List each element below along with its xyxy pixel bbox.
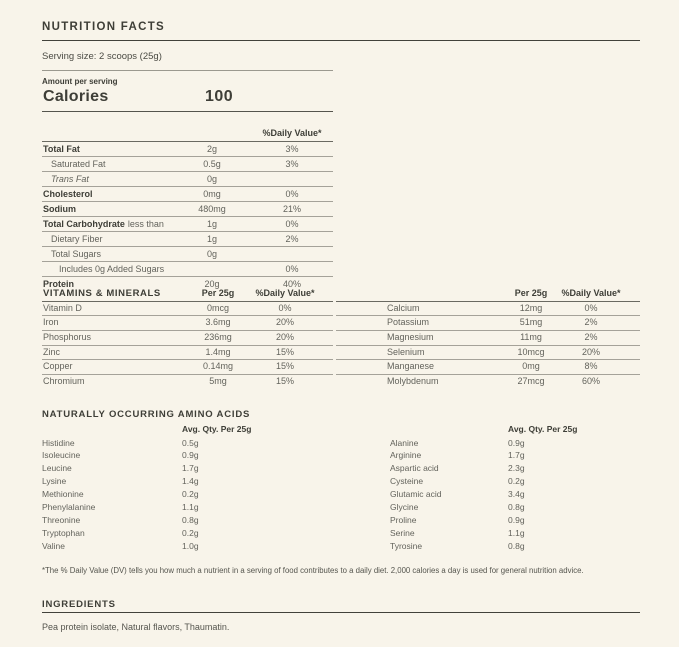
vitamin-row xyxy=(42,375,333,389)
nutrient-table xyxy=(42,126,333,291)
ingredients-text: Pea protein isolate, Natural flavors, Thaumatin. xyxy=(42,622,230,632)
amino-acid-row xyxy=(336,475,640,488)
vitamin-daily-value: 20% xyxy=(275,317,295,328)
amino-acid-value: 0.8g xyxy=(508,501,525,512)
nutrient-amount: 1g xyxy=(206,234,218,244)
amino-acids-left-column xyxy=(42,423,333,553)
amino-acid-row xyxy=(42,514,333,527)
avg-qty-header: Avg. Qty. Per 25g xyxy=(182,424,252,434)
amino-column-header xyxy=(42,423,333,437)
nutrient-amount: 0g xyxy=(206,249,218,259)
nutrient-amount: 2g xyxy=(206,144,218,154)
nutrient-name: Protein xyxy=(43,279,75,289)
calories-divider xyxy=(42,111,333,112)
vitamins-table-left xyxy=(42,287,333,389)
nutrient-row xyxy=(42,172,333,187)
vitamin-row xyxy=(336,316,640,331)
nutrient-daily-value: 0% xyxy=(285,219,299,229)
amino-acids-right-column xyxy=(336,423,640,553)
amino-acid-name: Lysine xyxy=(42,476,67,487)
nutrient-name: Saturated Fat xyxy=(51,159,106,169)
header-divider xyxy=(42,40,640,41)
vitamin-amount: 236mg xyxy=(204,332,232,343)
daily-value-footnote: *The % Daily Value (DV) tells you how much a nutrient in a serving of food contributes to a daily diet. 2,000 calories a day is used for general nutrition advice. xyxy=(42,566,584,575)
vitamin-daily-value: 0% xyxy=(584,302,598,313)
daily-value-header: %Daily Value* xyxy=(262,128,322,138)
vitamin-row xyxy=(42,302,333,317)
daily-value-header: %Daily Value* xyxy=(561,288,621,298)
nutrient-name: Dietary Fiber xyxy=(51,234,103,244)
vitamin-daily-value: 2% xyxy=(584,317,598,328)
amino-acid-name: Alanine xyxy=(390,437,419,448)
nutrient-row xyxy=(42,262,333,277)
amino-acid-row xyxy=(336,449,640,462)
vitamin-name: Calcium xyxy=(387,302,420,313)
amino-acids-title: NATURALLY OCCURRING AMINO ACIDS xyxy=(42,409,251,420)
nutrient-row xyxy=(42,142,333,157)
vitamin-amount: 3.6mg xyxy=(205,317,231,328)
amino-acid-name: Glycine xyxy=(390,501,419,512)
amino-acid-row xyxy=(42,475,333,488)
nutrient-name: Includes 0g Added Sugars xyxy=(59,264,165,274)
ingredients-divider xyxy=(42,612,640,613)
amino-acid-value: 0.2g xyxy=(508,476,525,487)
vitamin-name: Selenium xyxy=(387,346,425,357)
amino-acid-value: 0.8g xyxy=(508,540,525,551)
amino-acid-name: Threonine xyxy=(42,514,81,525)
avg-qty-header: Avg. Qty. Per 25g xyxy=(508,424,578,434)
nutrient-daily-value: 21% xyxy=(282,204,302,214)
nutrient-name: Total Carbohydrate less than xyxy=(43,219,164,229)
amino-acid-row xyxy=(336,501,640,514)
amino-acid-value: 0.2g xyxy=(182,489,199,500)
amino-acid-row xyxy=(336,527,640,540)
vitamin-amount: 0mg xyxy=(522,361,540,372)
vitamins-title: VITAMINS & MINERALS xyxy=(43,288,161,299)
nutrient-daily-value: 40% xyxy=(282,279,302,289)
vitamin-name: Copper xyxy=(43,361,73,372)
vitamin-name: Magnesium xyxy=(387,332,434,343)
vitamin-row xyxy=(336,331,640,346)
amino-acid-value: 0.9g xyxy=(508,514,525,525)
vitamin-daily-value: 0% xyxy=(278,302,292,313)
amino-acid-value: 1.4g xyxy=(182,476,199,487)
vitamin-name: Manganese xyxy=(387,361,435,372)
vitamin-row xyxy=(336,346,640,361)
nutrient-row xyxy=(42,232,333,247)
amino-acid-row xyxy=(336,437,640,450)
amino-acid-name: Proline xyxy=(390,514,417,525)
vitamin-amount: 10mcg xyxy=(517,346,545,357)
nutrient-row xyxy=(42,202,333,217)
amino-acid-value: 0.9g xyxy=(182,450,199,461)
amino-acid-name: Glutamic acid xyxy=(390,489,442,500)
vitamin-row xyxy=(336,302,640,317)
nutrient-row xyxy=(42,217,333,232)
nutrient-amount: 480mg xyxy=(198,204,226,214)
amino-acid-name: Cysteine xyxy=(390,476,424,487)
nutrient-daily-value: 0% xyxy=(285,264,299,274)
vitamin-amount: 0.14mg xyxy=(202,361,234,372)
amino-column-header xyxy=(336,423,640,437)
vitamin-amount: 51mg xyxy=(519,317,543,328)
vitamin-row xyxy=(336,375,640,389)
amino-acid-value: 1.1g xyxy=(508,527,525,538)
nutrient-amount: 20g xyxy=(204,279,220,289)
amino-acid-row xyxy=(42,437,333,450)
vitamins-table-right xyxy=(336,287,640,389)
amino-acid-row xyxy=(336,488,640,501)
vitamin-row xyxy=(42,316,333,331)
nutrient-row xyxy=(42,157,333,172)
page-title: NUTRITION FACTS xyxy=(42,21,165,33)
amino-acid-row xyxy=(42,540,333,553)
nutrient-table-header xyxy=(42,126,333,142)
nutrient-daily-value: 0% xyxy=(285,189,299,199)
amino-acid-value: 1.7g xyxy=(508,450,525,461)
amino-acid-value: 0.8g xyxy=(182,514,199,525)
nutrient-amount: 0mg xyxy=(203,189,221,199)
amino-acid-row xyxy=(42,449,333,462)
vitamin-amount: 1.4mg xyxy=(205,346,231,357)
amino-acid-value: 3.4g xyxy=(508,489,525,500)
amino-acid-name: Leucine xyxy=(42,463,72,474)
calories-label: Calories xyxy=(43,88,109,105)
vitamin-name: Vitamin D xyxy=(43,302,82,313)
amino-acid-name: Tryptophan xyxy=(42,527,85,538)
amino-acid-name: Valine xyxy=(42,540,65,551)
nutrient-name: Sodium xyxy=(43,204,76,214)
amino-acid-value: 2.3g xyxy=(508,463,525,474)
vitamin-row xyxy=(336,360,640,375)
nutrient-name: Total Sugars xyxy=(51,249,102,259)
nutrient-amount: 0g xyxy=(206,174,218,184)
amino-acid-name: Phenylalanine xyxy=(42,501,96,512)
vitamin-name: Potassium xyxy=(387,317,430,328)
amino-acid-name: Isoleucine xyxy=(42,450,81,461)
vitamin-amount: 0mcg xyxy=(206,302,230,313)
vitamin-amount: 11mg xyxy=(520,332,542,343)
vitamin-name: Molybdenum xyxy=(387,376,439,387)
vitamins-table-header-right xyxy=(336,287,640,302)
vitamin-daily-value: 15% xyxy=(275,346,295,357)
amino-acid-value: 0.9g xyxy=(508,437,525,448)
amino-acid-row xyxy=(336,462,640,475)
nutrient-row xyxy=(42,247,333,262)
nutrient-name: Total Fat xyxy=(43,144,80,154)
vitamin-row xyxy=(42,346,333,361)
amino-acid-name: Tyrosine xyxy=(390,540,423,551)
vitamin-name: Iron xyxy=(43,317,59,328)
amino-acid-row xyxy=(336,540,640,553)
vitamin-daily-value: 8% xyxy=(584,361,598,372)
vitamin-amount: 12mg xyxy=(519,302,543,313)
amino-acid-name: Aspartic acid xyxy=(390,463,439,474)
ingredients-title: INGREDIENTS xyxy=(42,599,116,610)
vitamin-daily-value: 2% xyxy=(584,332,598,343)
vitamin-daily-value: 15% xyxy=(275,361,295,372)
nutrient-daily-value: 3% xyxy=(285,144,299,154)
nutrient-daily-value: 2% xyxy=(285,234,299,244)
amino-acid-row xyxy=(42,488,333,501)
amino-acid-row xyxy=(42,527,333,540)
amino-acid-value: 1.1g xyxy=(182,501,199,512)
amino-acid-value: 0.2g xyxy=(182,527,199,538)
nutrient-row xyxy=(42,187,333,202)
nutrient-daily-value: 3% xyxy=(285,159,299,169)
amino-acid-row xyxy=(42,501,333,514)
per-25g-header: Per 25g xyxy=(201,288,235,298)
amino-acid-row xyxy=(42,462,333,475)
nutrient-name: Cholesterol xyxy=(43,189,93,199)
vitamin-daily-value: 15% xyxy=(275,376,295,387)
amino-acid-name: Arginine xyxy=(390,450,422,461)
vitamin-row xyxy=(42,331,333,346)
amino-acid-name: Methionine xyxy=(42,489,84,500)
per-25g-header: Per 25g xyxy=(514,288,548,298)
amino-acid-row xyxy=(336,514,640,527)
vitamins-table-header xyxy=(42,287,333,302)
amino-acid-value: 1.0g xyxy=(182,540,199,551)
vitamin-name: Chromium xyxy=(43,376,85,387)
nutrient-amount: 0.5g xyxy=(203,159,221,169)
calories-value: 100 xyxy=(205,88,234,105)
serving-size: Serving size: 2 scoops (25g) xyxy=(42,51,162,62)
vitamin-daily-value: 60% xyxy=(581,376,601,387)
nutrient-name: Trans Fat xyxy=(51,174,89,184)
amount-per-serving-label: Amount per serving xyxy=(42,77,118,86)
vitamin-row xyxy=(42,360,333,375)
vitamin-name: Zinc xyxy=(43,346,61,357)
vitamin-daily-value: 20% xyxy=(581,346,601,357)
vitamin-amount: 5mg xyxy=(209,376,227,387)
amino-acid-value: 1.7g xyxy=(182,463,199,474)
amino-acid-name: Histidine xyxy=(42,437,75,448)
daily-value-header: %Daily Value* xyxy=(255,288,315,298)
nutrient-amount: 1g xyxy=(206,219,218,229)
amino-acid-name: Serine xyxy=(390,527,415,538)
serving-divider xyxy=(42,70,333,71)
amino-acid-value: 0.5g xyxy=(182,437,199,448)
vitamin-daily-value: 20% xyxy=(275,332,295,343)
vitamin-amount: 27mcg xyxy=(517,376,545,387)
vitamin-name: Phosphorus xyxy=(43,332,92,343)
